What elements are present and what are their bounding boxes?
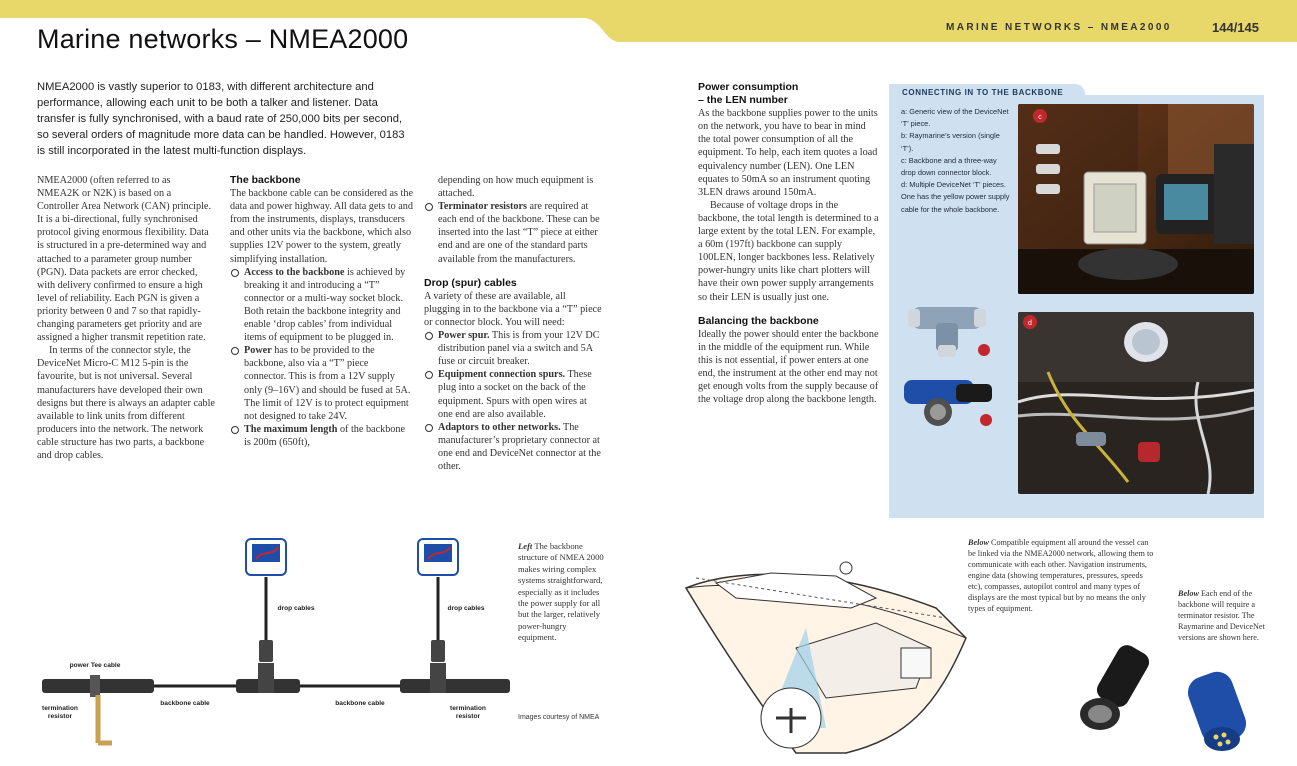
section-heading: The backbone — [230, 174, 301, 186]
instrument-panel-photo — [1018, 104, 1254, 294]
boat-illustration — [676, 528, 976, 763]
image-credit: Images courtesy of NMEA — [518, 714, 600, 721]
column-3 — [424, 174, 604, 473]
drop-cables-label: drop cables — [277, 605, 315, 612]
nmea-logo — [418, 539, 458, 575]
body-paragraph: NMEA2000 (often referred to as NMEA2K or N2K) is based on a Controller Area Network (CAN) principle. It is a bi-directional, fully synchronised protocol giving enormous flexibility. Data is structured in a pre-determined way and attached to a parameter group number (PGN). Data packets are error checked, with delivery confirmed to ensure a high level of reliability. Each PGN is given a priority between 0 and 7 so that rapidly-changing parameters get priority and are assigned a higher transmit repetition rate. — [37, 175, 211, 344]
wiring-photo — [1018, 312, 1254, 494]
running-head: MARINE NETWORKS – NMEA2000 — [946, 22, 1172, 33]
t-piece-grey-photo — [900, 295, 1000, 365]
bullet-item: Access to the backbone is achieved by breaking it and introducing a “T” connector or a multi-way socket block. Both retain the backbone integrity and enable ‘drop cables’ from individual items of equipment to be plugged in. — [230, 266, 413, 345]
terminator-caption: Below Each end of the backbone will require a terminator resistor. The Raymarine and DeviceNet versions are shown here. — [1178, 589, 1265, 642]
page-numbers: 144/145 — [1212, 20, 1259, 35]
bullet-item: The maximum length of the backbone is 200m (650ft), — [230, 423, 413, 449]
column-2 — [230, 174, 413, 449]
section-heading: – the LEN number — [698, 94, 788, 107]
body-paragraph: In terms of the connector style, the DeviceNet Micro-C M12 5-pin is the favourite, but is not universal. Several manufacturers have developed their own designs but there is always an adapter cable available to link units from different producers into the network. The network cable structure has two parts, a backbone and drop cables. — [37, 345, 215, 461]
body-paragraph: depending on how much equipment is attached. — [438, 175, 594, 200]
svg-text:d: d — [1028, 320, 1032, 327]
terminator-black-photo — [1068, 640, 1168, 740]
backbone-cable-label: backbone cable — [335, 700, 385, 707]
power-tee-label: power Tee cable — [69, 662, 121, 669]
backbone-cable-label: backbone cable — [160, 700, 210, 707]
bullet-item: Power has to be provided to the backbone, also via a “T” piece connector. This is from a 12V supply only (9–16V) and should be fused at 5A. The limit of 12V is to protect equipment not designed to take 24V. — [230, 344, 413, 423]
boat-caption: Below Compatible equipment all around the vessel can be linked via the NMEA2000 network, allowing them to communicate with each other. Navigation instruments, engine data (showing temperatures, pressures, speeds etc), compasses, autopilot control and many types of displays are the most typical but by no means the only types of equipment. — [968, 538, 1154, 613]
bullet-item: Equipment connection spurs. These plug into a socket on the back of the equipment. Spurs with open wires at one end are also available. — [424, 368, 604, 420]
nmea-logo — [246, 539, 286, 575]
page-title: Marine networks – NMEA2000 — [37, 24, 409, 54]
t-piece-blue-photo — [900, 370, 1000, 438]
termination-resistor-label: termination resistor — [450, 705, 486, 720]
termination-resistor-label: termination resistor — [42, 705, 78, 720]
panel-title: CONNECTING IN TO THE BACKBONE — [902, 88, 1064, 97]
intro-paragraph: NMEA2000 is vastly superior to 0183, with different architecture and performance, allowing each unit to be both a talker and listener. Data transfer is fully synchronised, with a baud rate of 250,000 bits per second, so several orders of magnitude more data can be handled. However, 0183 is still incorporated in the latest multi-function displays. — [37, 81, 405, 157]
bullet-item: Terminator resistors are required at each end of the backbone. These can be inserted into the last “T” piece at either end and are one of the standard parts available from the manufacturers. — [424, 200, 604, 265]
diagram-caption: Left The backbone structure of NMEA 2000 makes wiring complex systems straightforward, especially as it includes the power supply for all but the larger, relatively power-hungry equipment. — [518, 541, 604, 643]
svg-text:c: c — [1038, 114, 1042, 121]
column-4 — [698, 81, 880, 406]
terminator-blue-photo — [1178, 665, 1268, 760]
section-heading: Power consumption — [698, 81, 799, 93]
drop-cables-label: drop cables — [447, 605, 485, 612]
body-paragraph: As the backbone supplies power to the units on the network, you have to bear in mind the total power consumption of all the equipment. To help, each item quotes a load equivalency number (LEN). One LEN equates to 50mA so an instrument quoting 3LEN draws around 150mA. — [698, 108, 878, 198]
section-heading: Balancing the backbone — [698, 314, 819, 327]
body-paragraph: A variety of these are available, all plugging in to the backbone via a “T” piece or connector block. You will need: — [424, 290, 602, 328]
bullet-item: Adaptors to other networks. The manufacturer’s proprietary connector at one end and DeviceNet connector at the other. — [424, 421, 604, 473]
bullet-item: Power spur. This is from your 12V DC distribution panel via a switch and 5A fuse or circuit breaker. — [424, 329, 604, 368]
body-paragraph: Because of voltage drops in the backbone, the total length is determined to a large extent by the total LEN. For example, a 60m (197ft) backbone can supply 100LEN, longer backbones less. Relatively power-hungry units like chart plotters will have their own power supply arrangements so their LEN is usually just one. — [698, 199, 879, 303]
panel-caption: a: Generic view of the DeviceNet ‘T’ piece. b: Raymarine’s version (single ‘T’). c: Backbone and a three-way drop down connector block. d: Multiple DeviceNet ‘T’ pieces. One has the yellow power supply cable for the whole backbone. — [901, 107, 1010, 214]
body-paragraph: Ideally the power should enter the backbone in the middle of the equipment run. While this is not essential, if power enters at one end, the instrument at the other end may not get enough volts from the supply because of the voltage drop along the backbone length. — [698, 328, 879, 406]
section-heading: Drop (spur) cables — [424, 276, 517, 289]
body-paragraph: The backbone cable can be considered as the data and power highway. All data gets to and from the instruments, displays, transducers and other units via the backbone, which also supplies 12V power to the system, greatly simplifying installation. — [230, 188, 414, 265]
column-1 — [37, 174, 215, 462]
